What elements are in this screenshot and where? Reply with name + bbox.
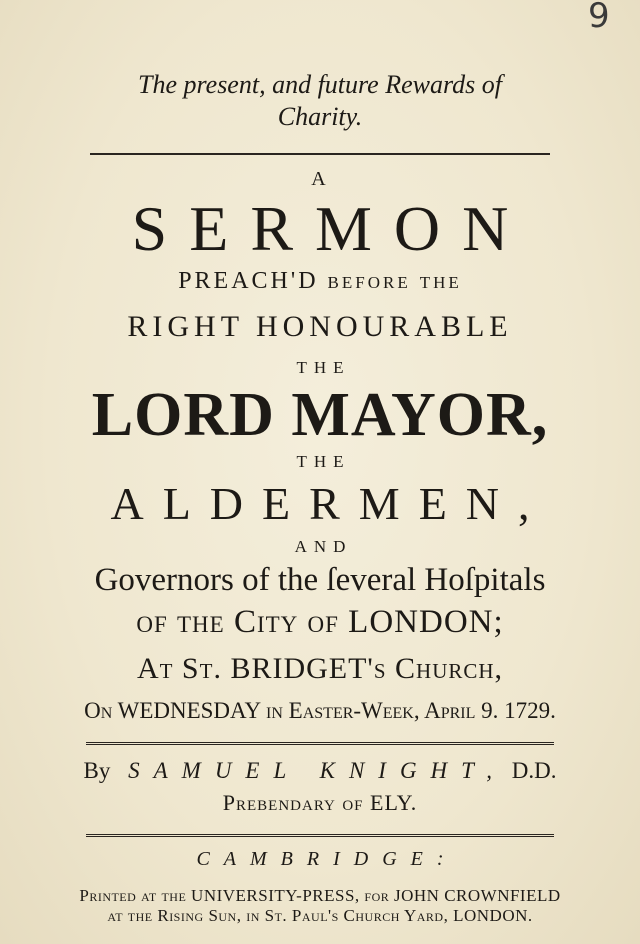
aldermen: ALDERMEN, (110, 478, 549, 529)
author-by: By (83, 758, 111, 783)
church-line: At St. BRIDGET's Church, (136, 652, 504, 685)
right-honourable: RIGHT HONOURABLE (127, 310, 513, 343)
governors-line-2: of the City of LONDON; (136, 604, 504, 640)
imprint-line-2: at the Riſing Sun, in St. Paul's Church Yard, LONDON. (107, 906, 533, 925)
rule-middle (86, 742, 554, 747)
title-line-2: Charity. (277, 102, 363, 131)
the-2: THE (296, 452, 351, 471)
and: AND (294, 537, 353, 556)
sermon-heading: SERMON (131, 193, 531, 264)
author-line (0, 758, 640, 784)
date-line: On WEDNESDAY in Eaſter-Week, April 9. 1729. (84, 698, 556, 723)
governors-line-1: Governors of the ſeveral Hoſpitals (94, 562, 546, 598)
preached-line: PREACH'D before the (178, 268, 462, 294)
title-line-1: The present, and future Rewards of (138, 70, 502, 99)
lord-mayor: LORD MAYOR, (91, 381, 549, 449)
the-1: THE (296, 358, 351, 377)
article-a: A (311, 168, 329, 190)
shelfmark: 9 (588, 0, 610, 36)
imprint-line-1: Printed at the UNIVERSITY-PRESS, for JOHN CROWNFIELD (79, 886, 561, 905)
author-degree: D.D. (511, 758, 557, 783)
rule-top (90, 153, 550, 155)
place-line: CAMBRIDGE: (196, 848, 458, 870)
author-office: Prebendary of ELY. (222, 790, 418, 815)
author-name: SAMUEL KNIGHT, (128, 758, 506, 783)
rule-lower (86, 834, 554, 839)
